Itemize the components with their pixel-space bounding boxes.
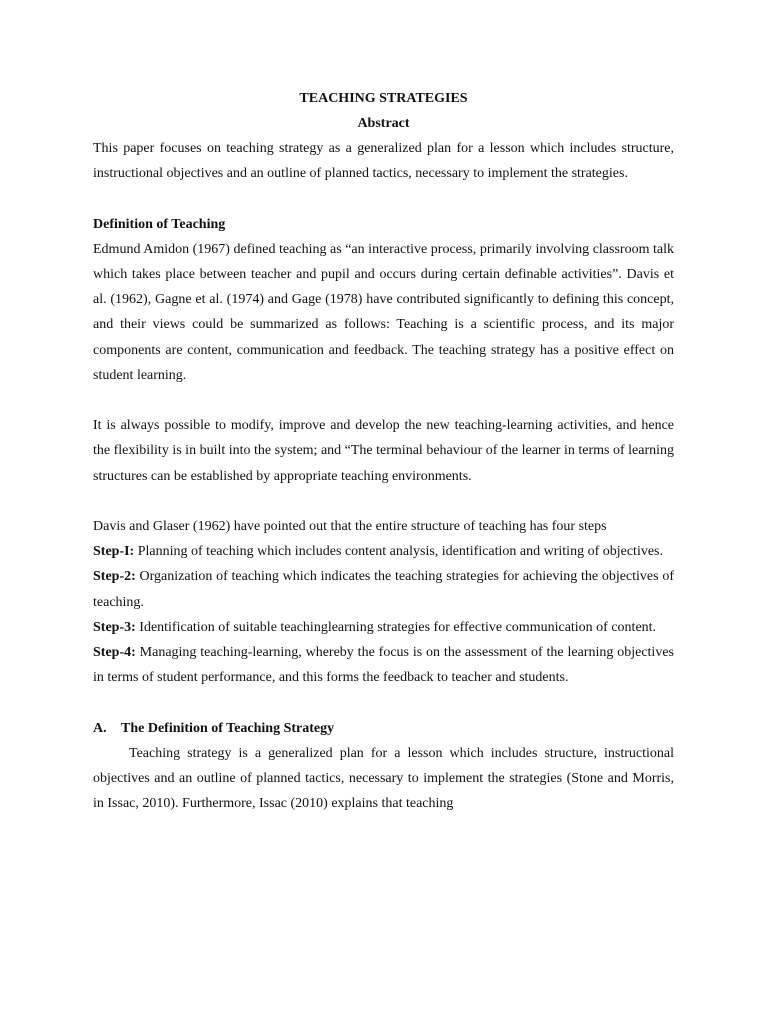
section-a-paragraph: Teaching strategy is a generalized plan for a lesson which includes structure, instructional objectives and an outline of planned tactics, necessary to implement the strategies (Stone and Morris, in Issac, 2010). Furthermore, Issac (2010) explains that teaching [93, 745, 674, 812]
definition-paragraph-2: It is always possible to modify, improve and develop the new teaching-learning activities, and hence the flexibility is in built into the system; and “The terminal behaviour of the learner in terms of learning structures can be established by appropriate teaching environments. [93, 418, 674, 484]
document-page [93, 86, 674, 816]
document-title: TEACHING STRATEGIES [299, 91, 468, 106]
section-a-letter: A. [93, 720, 107, 736]
step-label: Step-4: [93, 645, 136, 661]
step-text: Organization of teaching which indicates the teaching strategies for achieving the objectives of teaching. [93, 569, 674, 610]
step-label: Step-I: [93, 544, 135, 560]
step-item [93, 539, 674, 564]
step-label: Step-2: [93, 569, 136, 585]
spacer [93, 489, 674, 514]
step-label: Step-3: [93, 619, 136, 635]
abstract-paragraph: This paper focuses on teaching strategy as a generalized plan for a lesson which includes structure, instructional objectives and an outline of planned tactics, necessary to implement the strategies. [93, 141, 674, 182]
steps-intro: Davis and Glaser (1962) have pointed out that the entire structure of teaching has four steps [93, 519, 607, 534]
step-item [93, 640, 674, 690]
definition-paragraph-1: Edmund Amidon (1967) defined teaching as “an interactive process, primarily involving classroom talk which takes place between teacher and pupil and occurs during certain definable activities”. Davis et al. (1962), Gagne et al. (1974) and Gage (1978) have contributed significantly to defining this concept, and their views could be summarized as follows: Teaching is a scientific process, and its major components are content, communication and feedback. The teaching strategy has a positive effect on student learning. [93, 241, 674, 383]
step-text: Planning of teaching which includes content analysis, identification and writing of objectives. [134, 544, 663, 560]
step-text: Managing teaching-learning, whereby the focus is on the assessment of the learning objectives in terms of student performance, and this forms the feedback to teacher and students. [93, 645, 674, 686]
definition-heading: Definition of Teaching [93, 216, 226, 232]
section-a-heading [93, 716, 674, 741]
section-a-title: The Definition of Teaching Strategy [121, 720, 335, 736]
step-item [93, 615, 674, 640]
spacer [93, 388, 674, 413]
spacer [93, 690, 674, 715]
step-item [93, 564, 674, 614]
step-text: Identification of suitable teachinglearning strategies for effective communication of content. [135, 619, 657, 635]
abstract-heading: Abstract [357, 116, 410, 131]
spacer [93, 186, 674, 211]
